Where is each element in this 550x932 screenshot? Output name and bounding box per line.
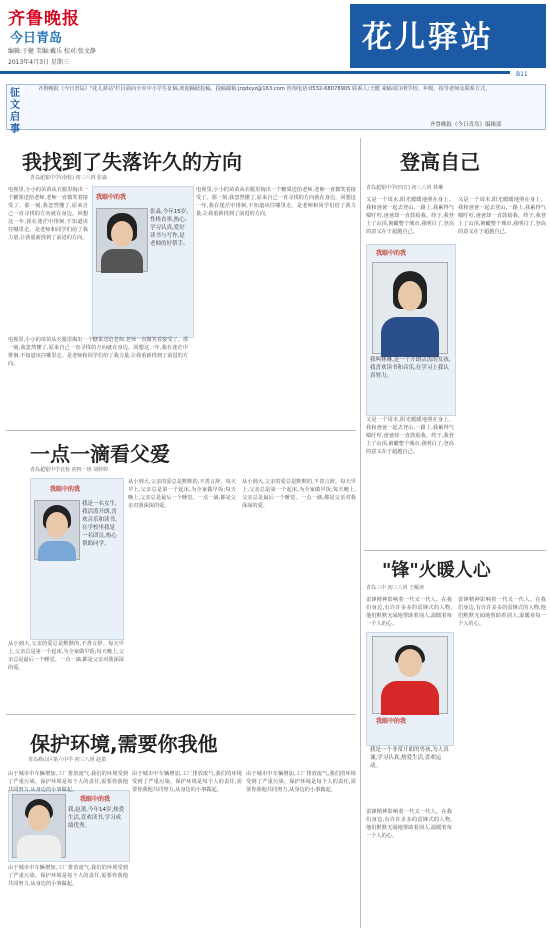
newspaper-logo: 齐鲁晚报 <box>8 9 80 29</box>
article-body-continued: 由于城市中车辆增加,工厂排放废气,我们的环境受到了严重污染。保护环境是每个人的责任,需要你我他共同努力,从身边的小事做起。 <box>132 771 242 793</box>
section-rule <box>6 714 356 715</box>
article-body-continued: 由于城市中车辆增加,工厂排放废气,我们的环境受到了严重污染。保护环境是每个人的责任,需要你我他共同努力,从身边的小事做起。 <box>8 865 128 887</box>
profile-text: 我是一个非常开朗的男孩,为人真诚,学习认真,热爱生活,喜欢运动。 <box>370 747 449 769</box>
section-rule <box>364 550 546 551</box>
article-body: 电视里,小小的苗苗从衣服里掏出一个糖果送给老师,老师一直微笑着接受了。那一刻,我忽然懂了,原来自己一直寻找的方向就在身边。回想这一年,我在迷茫中徘徊,不知道该往哪里走。是老师和同学们给了我力量,让我重新找到了前进的方向。 <box>8 187 88 241</box>
author-photo <box>372 262 448 354</box>
profile-text: 张淼,今年15岁,性格直率,热心,学习认真,爱好读书与写作,是老师的好帮手。 <box>150 209 189 247</box>
article-title: 我找到了失落许久的方向 <box>22 150 242 174</box>
article-body-continued: 电视里,小小的苗苗从衣服里掏出一个糖果送给老师,老师一直微笑着接受了。那一刻,我忽然懂了,原来自己一直寻找的方向就在身边。回想这一年,我在迷茫中徘徊,不知道该往哪里走。是老师和同学们给了我力量,让我重新找到了前进的方向。 <box>8 337 188 367</box>
edition-name: 今日青岛 <box>10 31 63 46</box>
article-body-continued: 雷锋精神影响着一代又一代人。在我们身边,有许许多多的雷锋式的人物,他们默默无闻地帮助着别人,温暖着每一个人的心。 <box>366 809 452 839</box>
article-body-continued: 电视里,小小的苗苗从衣服里掏出一个糖果送给老师,老师一直微笑着接受了。那一刻,我忽然懂了,原来自己一直寻找的方向就在身边。回想这一年,我在迷茫中徘徊,不知道该往哪里走。是老师和同学们给了我力量,让我重新找到了前进的方向。 <box>196 187 356 217</box>
article-byline: 青岛超银中学(南校) 初三八班 张淼 <box>30 175 108 181</box>
article-byline: 青岛超银中学北校 初四一班 刘婷婷 <box>30 467 109 473</box>
article-title: 一点一滴看父爱 <box>30 442 170 466</box>
profile-text: 我叫林琳,是一个开朗活泼的女孩,我喜欢读书和音乐,在学习上我认真努力。 <box>370 357 451 379</box>
author-photo <box>12 794 66 858</box>
masthead-rule <box>0 71 510 74</box>
article-body: 又是一个周末,阳光暖暖地照在身上。我和爸爸一起去登山,一路上,我累得气喘吁吁,爸爸却一直鼓励我。终于,我登上了山顶,俯瞰整个城市,我明白了,登高的意义在于超越自己。 <box>366 197 454 235</box>
editor-line: 编辑:于健 美编:戴乐 校对:张文静 <box>8 48 96 55</box>
profile-label: 我眼中的我 <box>96 194 127 201</box>
article-byline: 青岛崂山区第六中学 初三八班 赵萧 <box>28 757 107 763</box>
section-rule <box>6 430 356 431</box>
article-body-continued: 又是一个周末,阳光暖暖地照在身上。我和爸爸一起去登山,一路上,我累得气喘吁吁,爸爸却一直鼓励我。终于,我登上了山顶,俯瞰整个城市,我明白了,登高的意义在于超越自己。 <box>366 417 454 455</box>
article-title: 保护环境,需要你我他 <box>30 732 218 756</box>
profile-label: 我眼中的我 <box>376 250 407 257</box>
article-body-continued: 从小到大,父亲的爱总是默默的,不善言辞。每天早上,父亲总是第一个起床,为全家做早饭;每天晚上,父亲总是最后一个睡觉。一点一滴,都是父亲对我深深的爱。 <box>242 479 356 509</box>
article-body: 雷锋精神影响着一代又一代人。在我们身边,有许许多多的雷锋式的人物,他们默默无闻地帮助着别人,温暖着每一个人的心。 <box>366 597 452 627</box>
notice-sign: 齐鲁晚报《今日青岛》编辑部 <box>430 122 502 128</box>
notice-text: 齐鲁晚报《今日青岛》"花儿驿站"栏目面向全市中小学生征稿,欢迎踊跃投稿。投稿邮箱:jrqdxyz@163.com 咨询电话:0532-68078905 联系人:王健 来稿请注明学校、年级、指导老师及联系方式。 <box>38 86 491 92</box>
profile-text: 我,赵萧,今年14岁,热爱生活,喜欢读书,学习成绩优秀。 <box>68 807 125 829</box>
author-photo <box>372 636 448 714</box>
profile-text: 我是一名女生,我活泼开朗,喜欢音乐和读书,在学校里我是一名团员,热心帮助同学。 <box>82 501 117 547</box>
article-body: 由于城市中车辆增加,工厂排放废气,我们的环境受到了严重污染。保护环境是每个人的责任,需要你我他共同努力,从身边的小事做起。 <box>8 771 128 793</box>
section-title: 花儿驿站 <box>362 20 494 55</box>
article-byline: 青岛超银中学(四方) 初三八班 林琳 <box>366 185 444 191</box>
profile-label: 我眼中的我 <box>50 486 81 493</box>
article-title: "锋"火暖人心 <box>382 560 491 581</box>
profile-label: 我眼中的我 <box>376 718 407 725</box>
author-photo <box>96 208 148 272</box>
page-number: B11 <box>516 71 528 78</box>
column-divider <box>360 138 361 928</box>
article-body-continued: 由于城市中车辆增加,工厂排放废气,我们的环境受到了严重污染。保护环境是每个人的责任,需要你我他共同努力,从身边的小事做起。 <box>246 771 356 793</box>
profile-label: 我眼中的我 <box>80 796 111 803</box>
notice-label: 征文启事 <box>10 88 20 135</box>
date-line: 2013年4月3日 星期三 <box>8 59 69 66</box>
article-body-continued: 从小到大,父亲的爱总是默默的,不善言辞。每天早上,父亲总是第一个起床,为全家做早饭;每天晚上,父亲总是最后一个睡觉。一点一滴,都是父亲对我深深的爱。 <box>128 479 236 509</box>
article-body-continued: 雷锋精神影响着一代又一代人。在我们身边,有许许多多的雷锋式的人物,他们默默无闻地帮助着别人,温暖着每一个人的心。 <box>458 597 546 627</box>
article-byline: 青岛三中 初三八班 王鲲涛 <box>366 585 425 591</box>
article-body: 从小到大,父亲的爱总是默默的,不善言辞。每天早上,父亲总是第一个起床,为全家做早饭;每天晚上,父亲总是最后一个睡觉。一点一滴,都是父亲对我深深的爱。 <box>8 641 124 671</box>
author-photo <box>34 500 80 560</box>
article-title: 登高自己 <box>400 150 480 174</box>
article-body-continued: 又是一个周末,阳光暖暖地照在身上。我和爸爸一起去登山,一路上,我累得气喘吁吁,爸爸却一直鼓励我。终于,我登上了山顶,俯瞰整个城市,我明白了,登高的意义在于超越自己。 <box>458 197 546 235</box>
